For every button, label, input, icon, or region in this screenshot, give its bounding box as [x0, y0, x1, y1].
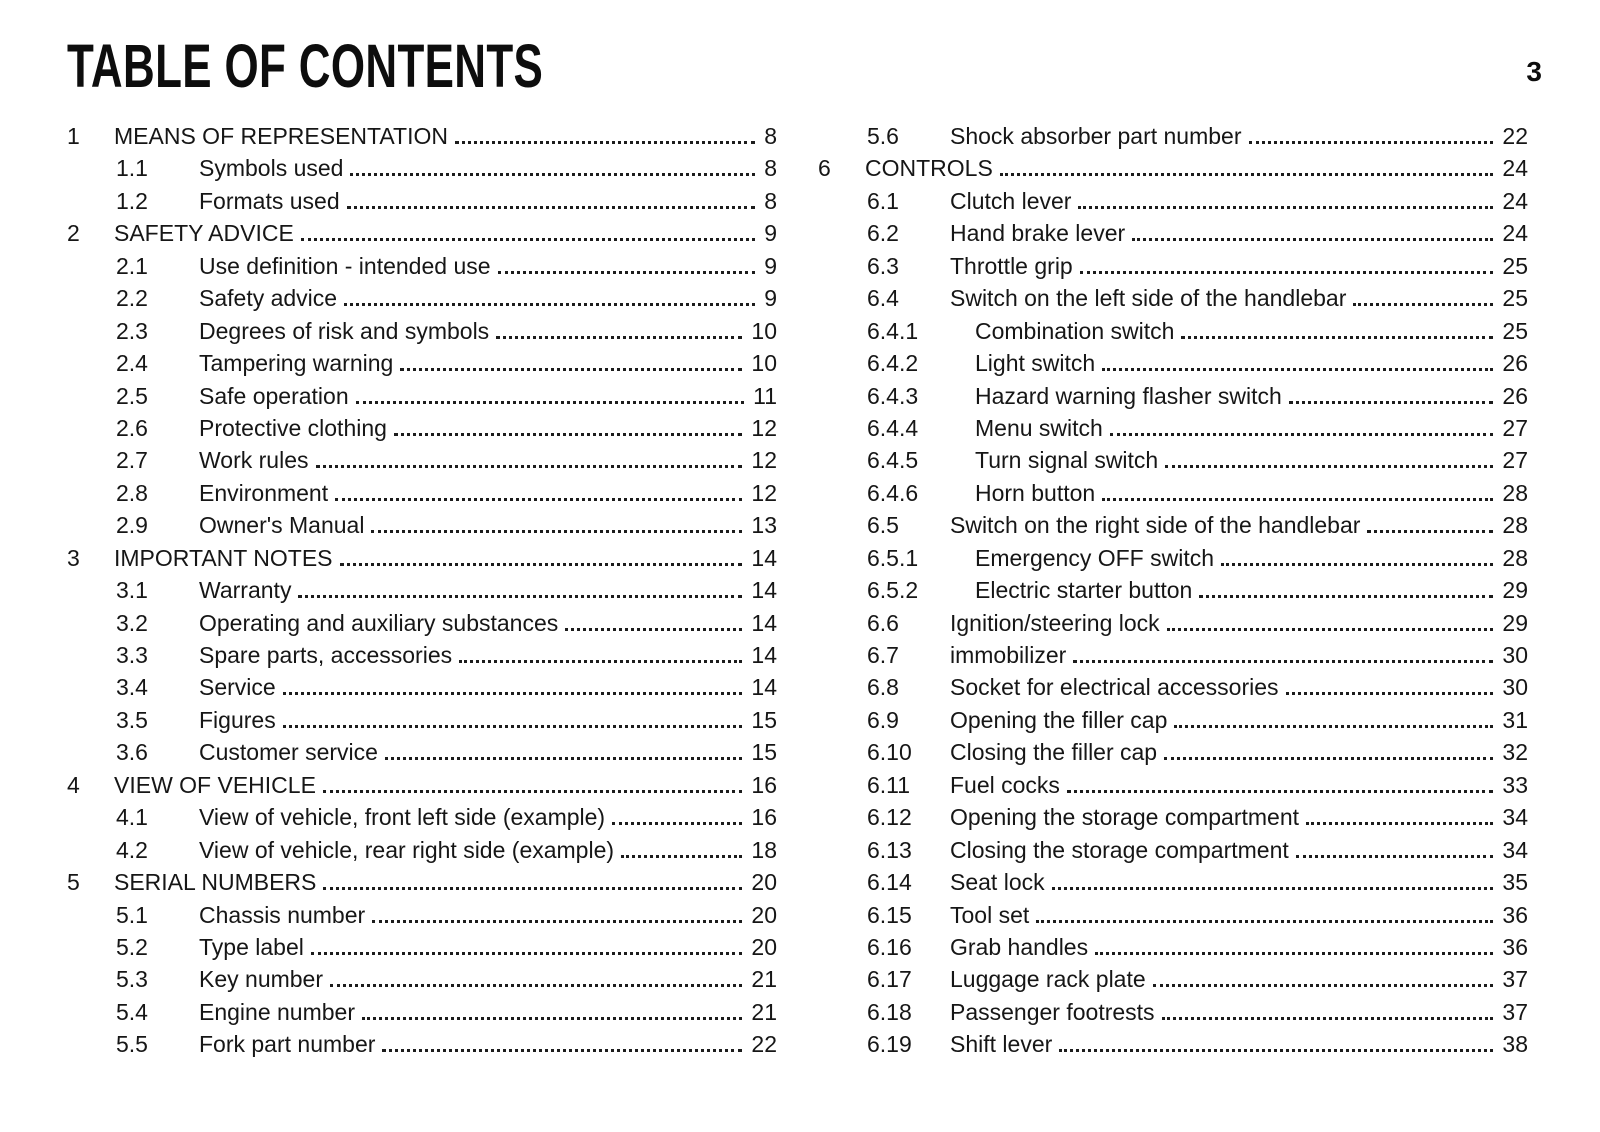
toc-entry-page: 24 — [1502, 155, 1528, 182]
toc-entry-page: 12 — [751, 479, 777, 506]
toc-leader-dots — [498, 271, 756, 274]
toc-leader-dots — [1165, 465, 1493, 468]
toc-entry-label: Customer service — [199, 739, 378, 766]
toc-entry-number: 6.4.6 — [867, 479, 919, 506]
toc-entry-number: 5.3 — [116, 966, 148, 993]
toc-entry-number: 3.4 — [116, 674, 148, 701]
toc-entry-number: 5.5 — [116, 1031, 148, 1058]
toc-entry-page: 18 — [751, 836, 777, 863]
toc-entry-label: Electric starter button — [975, 577, 1193, 604]
toc-entry-number: 2 — [67, 220, 80, 247]
toc-entry — [67, 477, 777, 509]
toc-entry-page: 12 — [751, 447, 777, 474]
toc-entry — [818, 120, 1528, 152]
toc-leader-dots — [1289, 401, 1494, 404]
toc-entry — [818, 412, 1528, 444]
toc-entry — [67, 444, 777, 476]
toc-leader-dots — [394, 433, 742, 436]
toc-entry-page: 24 — [1502, 220, 1528, 247]
toc-entry-page: 27 — [1502, 447, 1528, 474]
toc-entry — [818, 834, 1528, 866]
toc-entry — [818, 152, 1528, 184]
toc-entry-label: Formats used — [199, 187, 340, 214]
toc-entry-label: Closing the storage compartment — [950, 836, 1289, 863]
toc-entry-page: 8 — [764, 155, 777, 182]
toc-leader-dots — [1286, 692, 1494, 695]
toc-entry-label: Shift lever — [950, 1031, 1053, 1058]
toc-entry — [67, 801, 777, 833]
toc-entry — [818, 607, 1528, 639]
toc-entry-page: 35 — [1502, 869, 1528, 896]
toc-entry — [818, 315, 1528, 347]
toc-leader-dots — [298, 595, 742, 598]
toc-entry-page: 14 — [751, 544, 777, 571]
toc-leader-dots — [1000, 173, 1494, 176]
toc-leader-dots — [1132, 238, 1493, 241]
toc-entry-number: 6.14 — [867, 869, 912, 896]
toc-entry — [67, 736, 777, 768]
toc-leader-dots — [1221, 563, 1493, 566]
toc-entry-number: 6.4.4 — [867, 414, 919, 441]
toc-entry — [67, 380, 777, 412]
toc-entry-label: Symbols used — [199, 155, 344, 182]
toc-entry-page: 22 — [1502, 123, 1528, 149]
toc-entry-number: 2.2 — [116, 285, 148, 312]
toc-entry-number: 6.4.5 — [867, 447, 919, 474]
toc-leader-dots — [1153, 984, 1494, 987]
toc-entry-label: Tool set — [950, 901, 1030, 928]
toc-entry — [67, 185, 777, 217]
toc-entry — [818, 899, 1528, 931]
toc-leader-dots — [371, 530, 742, 533]
toc-entry-label: VIEW OF VEHICLE — [114, 771, 316, 798]
toc-leader-dots — [301, 238, 755, 241]
toc-entry-page: 36 — [1502, 933, 1528, 960]
toc-entry-page: 20 — [751, 901, 777, 928]
toc-leader-dots — [311, 952, 743, 955]
toc-entry-number: 6.4.2 — [867, 350, 919, 377]
toc-entry-number: 6.3 — [867, 252, 899, 279]
toc-leader-dots — [350, 173, 755, 176]
toc-entry-page: 36 — [1502, 901, 1528, 928]
toc-leader-dots — [1078, 206, 1493, 209]
toc-entry-label: Warranty — [199, 577, 292, 604]
toc-entry — [818, 996, 1528, 1028]
toc-entry — [67, 931, 777, 963]
toc-entry — [67, 282, 777, 314]
toc-entry-page: 31 — [1502, 706, 1528, 733]
toc-entry-page: 11 — [753, 382, 777, 409]
toc-entry-label: Grab handles — [950, 933, 1089, 960]
toc-entry — [818, 282, 1528, 314]
toc-entry-page: 27 — [1502, 414, 1528, 441]
toc-entry-label: Use definition - intended use — [199, 252, 491, 279]
toc-entry — [818, 347, 1528, 379]
toc-entry-number: 6.10 — [867, 739, 912, 766]
toc-leader-dots — [356, 401, 744, 404]
toc-entry — [67, 152, 777, 184]
toc-entry-number: 2.5 — [116, 382, 148, 409]
toc-entry-page: 24 — [1502, 187, 1528, 214]
toc-entry-page: 13 — [751, 512, 777, 539]
toc-leader-dots — [323, 790, 742, 793]
toc-entry-number: 6.5.1 — [867, 544, 919, 571]
toc-entry-number: 6.17 — [867, 966, 912, 993]
toc-entry — [818, 509, 1528, 541]
toc-leader-dots — [344, 303, 755, 306]
toc-entry-label: Figures — [199, 706, 276, 733]
toc-entry-number: 6.4.1 — [867, 317, 919, 344]
toc-entry-number: 3.5 — [116, 706, 148, 733]
toc-entry-page: 28 — [1502, 544, 1528, 571]
toc-entry-number: 2.8 — [116, 479, 148, 506]
toc-entry — [67, 315, 777, 347]
toc-entry-label: Fuel cocks — [950, 771, 1060, 798]
toc-entry — [818, 931, 1528, 963]
toc-entry-label: MEANS OF REPRESENTATION — [114, 123, 448, 149]
toc-entry-number: 6.6 — [867, 609, 899, 636]
page-number: 3 — [1526, 56, 1542, 87]
toc-entry-number: 2.6 — [116, 414, 148, 441]
toc-entry-page: 28 — [1502, 512, 1528, 539]
toc-entry-page: 37 — [1502, 998, 1528, 1025]
toc-entry-label: Tampering warning — [199, 350, 394, 377]
toc-entry-page: 14 — [751, 642, 777, 668]
toc-entry-page: 9 — [764, 220, 777, 247]
toc-entry-number: 5.1 — [116, 901, 148, 928]
toc-entry — [67, 899, 777, 931]
toc-entry — [67, 217, 777, 249]
toc-leader-dots — [1249, 141, 1494, 144]
toc-entry-page: 25 — [1502, 285, 1528, 312]
toc-entry-page: 9 — [764, 285, 777, 312]
toc-entry-number: 6.5.2 — [867, 577, 919, 604]
toc-entry-number: 3.3 — [116, 642, 148, 668]
toc-entry-page: 20 — [751, 933, 777, 960]
toc-entry — [818, 185, 1528, 217]
toc-leader-dots — [1174, 725, 1493, 728]
toc-entry — [67, 704, 777, 736]
toc-entry-page: 34 — [1502, 804, 1528, 831]
toc-leader-dots — [1036, 920, 1493, 923]
toc-leader-dots — [382, 1049, 742, 1052]
toc-entry-page: 8 — [764, 187, 777, 214]
toc-entry — [818, 380, 1528, 412]
toc-leader-dots — [565, 628, 742, 631]
toc-entry-label: Protective clothing — [199, 414, 387, 441]
toc-entry — [818, 866, 1528, 898]
toc-leader-dots — [1162, 1017, 1494, 1020]
toc-leader-dots — [347, 206, 756, 209]
toc-entry-number: 6.8 — [867, 674, 899, 701]
toc-entry-page: 30 — [1502, 642, 1528, 668]
toc-entry — [818, 477, 1528, 509]
toc-entry-label: Chassis number — [199, 901, 366, 928]
toc-entry — [67, 671, 777, 703]
toc-entry-label: Opening the storage compartment — [950, 804, 1300, 831]
toc-leader-dots — [283, 692, 743, 695]
toc-entry — [818, 217, 1528, 249]
toc-column-left — [67, 120, 777, 1061]
toc-leader-dots — [385, 757, 742, 760]
toc-entry-page: 16 — [751, 804, 777, 831]
toc-leader-dots — [372, 920, 742, 923]
toc-entry-label: Operating and auxiliary substances — [199, 609, 559, 636]
toc-entry-page: 26 — [1502, 382, 1528, 409]
toc-entry — [67, 120, 777, 152]
toc-entry-label: View of vehicle, rear right side (example) — [199, 836, 615, 863]
toc-entry-page: 21 — [751, 966, 777, 993]
toc-entry-page: 10 — [751, 317, 777, 344]
toc-leader-dots — [283, 725, 743, 728]
toc-entry-page: 21 — [751, 998, 777, 1025]
toc-entry — [67, 574, 777, 606]
toc-entry-label: Combination switch — [975, 317, 1175, 344]
toc-entry-page: 29 — [1502, 577, 1528, 604]
toc-entry-number: 5.6 — [867, 123, 899, 149]
toc-entry-page: 34 — [1502, 836, 1528, 863]
toc-entry-page: 26 — [1502, 350, 1528, 377]
toc-entry-page: 8 — [764, 123, 777, 149]
toc-entry-label: View of vehicle, front left side (example) — [199, 804, 606, 831]
toc-column-right — [818, 120, 1528, 1061]
toc-entry-page: 33 — [1502, 771, 1528, 798]
page-title: TABLE OF CONTENTS — [67, 32, 544, 100]
toc-leader-dots — [1167, 628, 1494, 631]
toc-entry-number: 6.4 — [867, 285, 899, 312]
toc-entry-number: 2.3 — [116, 317, 148, 344]
toc-leader-dots — [340, 563, 743, 566]
toc-entry-label: Ignition/steering lock — [950, 609, 1160, 636]
toc-entry-label: Hazard warning flasher switch — [975, 382, 1282, 409]
toc-leader-dots — [1181, 336, 1493, 339]
toc-entry-label: Safety advice — [199, 285, 338, 312]
toc-entry-number: 5.2 — [116, 933, 148, 960]
toc-leader-dots — [1306, 822, 1493, 825]
toc-entry-page: 15 — [751, 706, 777, 733]
toc-leader-dots — [316, 465, 743, 468]
toc-entry-label: CONTROLS — [865, 155, 993, 182]
toc-entry-label: Turn signal switch — [975, 447, 1159, 474]
toc-entry-number: 3.1 — [116, 577, 148, 604]
toc-entry — [818, 704, 1528, 736]
toc-entry-page: 22 — [751, 1031, 777, 1058]
toc-leader-dots — [1110, 433, 1494, 436]
toc-entry — [67, 542, 777, 574]
toc-entry-number: 6.18 — [867, 998, 912, 1025]
toc-entry-page: 15 — [751, 739, 777, 766]
toc-entry-number: 5 — [67, 869, 80, 896]
toc-entry-label: SAFETY ADVICE — [114, 220, 294, 247]
toc-entry — [818, 542, 1528, 574]
toc-leader-dots — [1080, 271, 1494, 274]
toc-entry — [67, 1028, 777, 1060]
toc-entry-label: Fork part number — [199, 1031, 376, 1058]
toc-entry-label: Emergency OFF switch — [975, 544, 1214, 571]
toc-entry-label: Engine number — [199, 998, 355, 1025]
toc-leader-dots — [400, 368, 742, 371]
toc-entry-label: Opening the filler cap — [950, 706, 1168, 733]
toc-leader-dots — [1164, 757, 1493, 760]
toc-entry-label: SERIAL NUMBERS — [114, 869, 317, 896]
toc-entry-number: 2.1 — [116, 252, 148, 279]
toc-entry-label: Service — [199, 674, 276, 701]
toc-entry-page: 14 — [751, 609, 777, 636]
toc-leader-dots — [621, 855, 742, 858]
toc-entry-label: Clutch lever — [950, 187, 1072, 214]
toc-entry-label: Menu switch — [975, 414, 1103, 441]
toc-leader-dots — [1067, 790, 1493, 793]
toc-entry — [67, 347, 777, 379]
toc-leader-dots — [1073, 660, 1493, 663]
toc-leader-dots — [496, 336, 742, 339]
toc-entry — [818, 671, 1528, 703]
toc-entry-number: 4.1 — [116, 804, 148, 831]
toc-entry-number: 6.1 — [867, 187, 899, 214]
toc-entry — [67, 607, 777, 639]
toc-entry-label: IMPORTANT NOTES — [114, 544, 333, 571]
toc-entry-label: Environment — [199, 479, 329, 506]
table-of-contents — [67, 120, 1528, 1061]
toc-entry-label: Passenger footrests — [950, 998, 1155, 1025]
toc-entry-number: 4.2 — [116, 836, 148, 863]
toc-leader-dots — [1102, 498, 1493, 501]
toc-leader-dots — [1353, 303, 1493, 306]
toc-entry-number: 3.2 — [116, 609, 148, 636]
toc-entry-label: Switch on the right side of the handlebar — [950, 512, 1361, 539]
toc-entry-number: 6.2 — [867, 220, 899, 247]
toc-entry-number: 6.13 — [867, 836, 912, 863]
toc-entry-page: 25 — [1502, 252, 1528, 279]
toc-entry-number: 1.2 — [116, 187, 148, 214]
toc-entry-page: 9 — [764, 252, 777, 279]
toc-entry-page: 14 — [751, 577, 777, 604]
toc-entry-number: 2.9 — [116, 512, 148, 539]
toc-entry-label: Throttle grip — [950, 252, 1073, 279]
toc-entry-number: 6 — [818, 155, 831, 182]
toc-leader-dots — [1296, 855, 1494, 858]
toc-entry — [67, 769, 777, 801]
toc-leader-dots — [455, 141, 755, 144]
toc-entry-page: 38 — [1502, 1031, 1528, 1058]
toc-entry-number: 6.19 — [867, 1031, 912, 1058]
toc-entry-label: Hand brake lever — [950, 220, 1126, 247]
toc-entry-page: 37 — [1502, 966, 1528, 993]
toc-entry — [818, 801, 1528, 833]
toc-entry — [67, 963, 777, 995]
toc-entry-number: 6.12 — [867, 804, 912, 831]
toc-leader-dots — [1102, 368, 1493, 371]
toc-entry — [67, 509, 777, 541]
toc-entry-page: 20 — [751, 869, 777, 896]
toc-entry — [818, 444, 1528, 476]
toc-entry — [67, 412, 777, 444]
toc-entry-label: Spare parts, accessories — [199, 642, 453, 668]
toc-entry-label: Safe operation — [199, 382, 349, 409]
toc-entry-number: 6.4.3 — [867, 382, 919, 409]
toc-entry-number: 3.6 — [116, 739, 148, 766]
toc-entry — [67, 250, 777, 282]
toc-entry-label: Horn button — [975, 479, 1096, 506]
toc-entry-number: 1.1 — [116, 155, 148, 182]
toc-entry-label: Shock absorber part number — [950, 123, 1242, 149]
toc-entry-label: Luggage rack plate — [950, 966, 1146, 993]
toc-entry-page: 12 — [751, 414, 777, 441]
toc-entry — [67, 834, 777, 866]
toc-entry-label: Work rules — [199, 447, 309, 474]
toc-entry-page: 29 — [1502, 609, 1528, 636]
toc-leader-dots — [362, 1017, 742, 1020]
toc-entry-label: Key number — [199, 966, 324, 993]
toc-leader-dots — [459, 660, 742, 663]
toc-entry-number: 6.16 — [867, 933, 912, 960]
toc-leader-dots — [1367, 530, 1493, 533]
toc-leader-dots — [335, 498, 742, 501]
toc-entry-label: Socket for electrical accessories — [950, 674, 1279, 701]
toc-entry — [67, 866, 777, 898]
toc-entry-number: 6.7 — [867, 642, 899, 668]
toc-entry-number: 1 — [67, 123, 80, 149]
toc-leader-dots — [1052, 887, 1494, 890]
toc-entry-label: Closing the filler cap — [950, 739, 1158, 766]
toc-entry-number: 6.9 — [867, 706, 899, 733]
toc-entry-page: 14 — [751, 674, 777, 701]
toc-entry-label: Degrees of risk and symbols — [199, 317, 490, 344]
toc-entry-number: 2.7 — [116, 447, 148, 474]
toc-entry — [818, 250, 1528, 282]
toc-entry-page: 16 — [751, 771, 777, 798]
toc-entry-page: 10 — [751, 350, 777, 377]
toc-entry-number: 3 — [67, 544, 80, 571]
toc-entry-label: immobilizer — [950, 642, 1067, 668]
toc-entry-page: 30 — [1502, 674, 1528, 701]
toc-leader-dots — [330, 984, 742, 987]
toc-entry-number: 6.11 — [867, 771, 911, 798]
toc-entry-number: 5.4 — [116, 998, 148, 1025]
toc-entry-number: 2.4 — [116, 350, 148, 377]
toc-leader-dots — [1095, 952, 1493, 955]
toc-entry — [818, 963, 1528, 995]
toc-entry-number: 6.5 — [867, 512, 899, 539]
toc-entry-label: Type label — [199, 933, 304, 960]
toc-entry — [818, 736, 1528, 768]
toc-entry — [67, 996, 777, 1028]
toc-entry — [67, 639, 777, 671]
toc-leader-dots — [1059, 1049, 1493, 1052]
toc-entry — [818, 1028, 1528, 1060]
toc-entry — [818, 574, 1528, 606]
toc-entry — [818, 639, 1528, 671]
toc-leader-dots — [612, 822, 742, 825]
toc-entry-label: Owner's Manual — [199, 512, 365, 539]
toc-leader-dots — [323, 887, 742, 890]
toc-entry-label: Switch on the left side of the handlebar — [950, 285, 1347, 312]
toc-entry — [818, 769, 1528, 801]
toc-entry-number: 6.15 — [867, 901, 912, 928]
toc-entry-label: Light switch — [975, 350, 1096, 377]
toc-entry-page: 32 — [1502, 739, 1528, 766]
toc-entry-page: 25 — [1502, 317, 1528, 344]
toc-entry-page: 28 — [1502, 479, 1528, 506]
toc-entry-label: Seat lock — [950, 869, 1045, 896]
toc-entry-number: 4 — [67, 771, 80, 798]
toc-leader-dots — [1199, 595, 1493, 598]
